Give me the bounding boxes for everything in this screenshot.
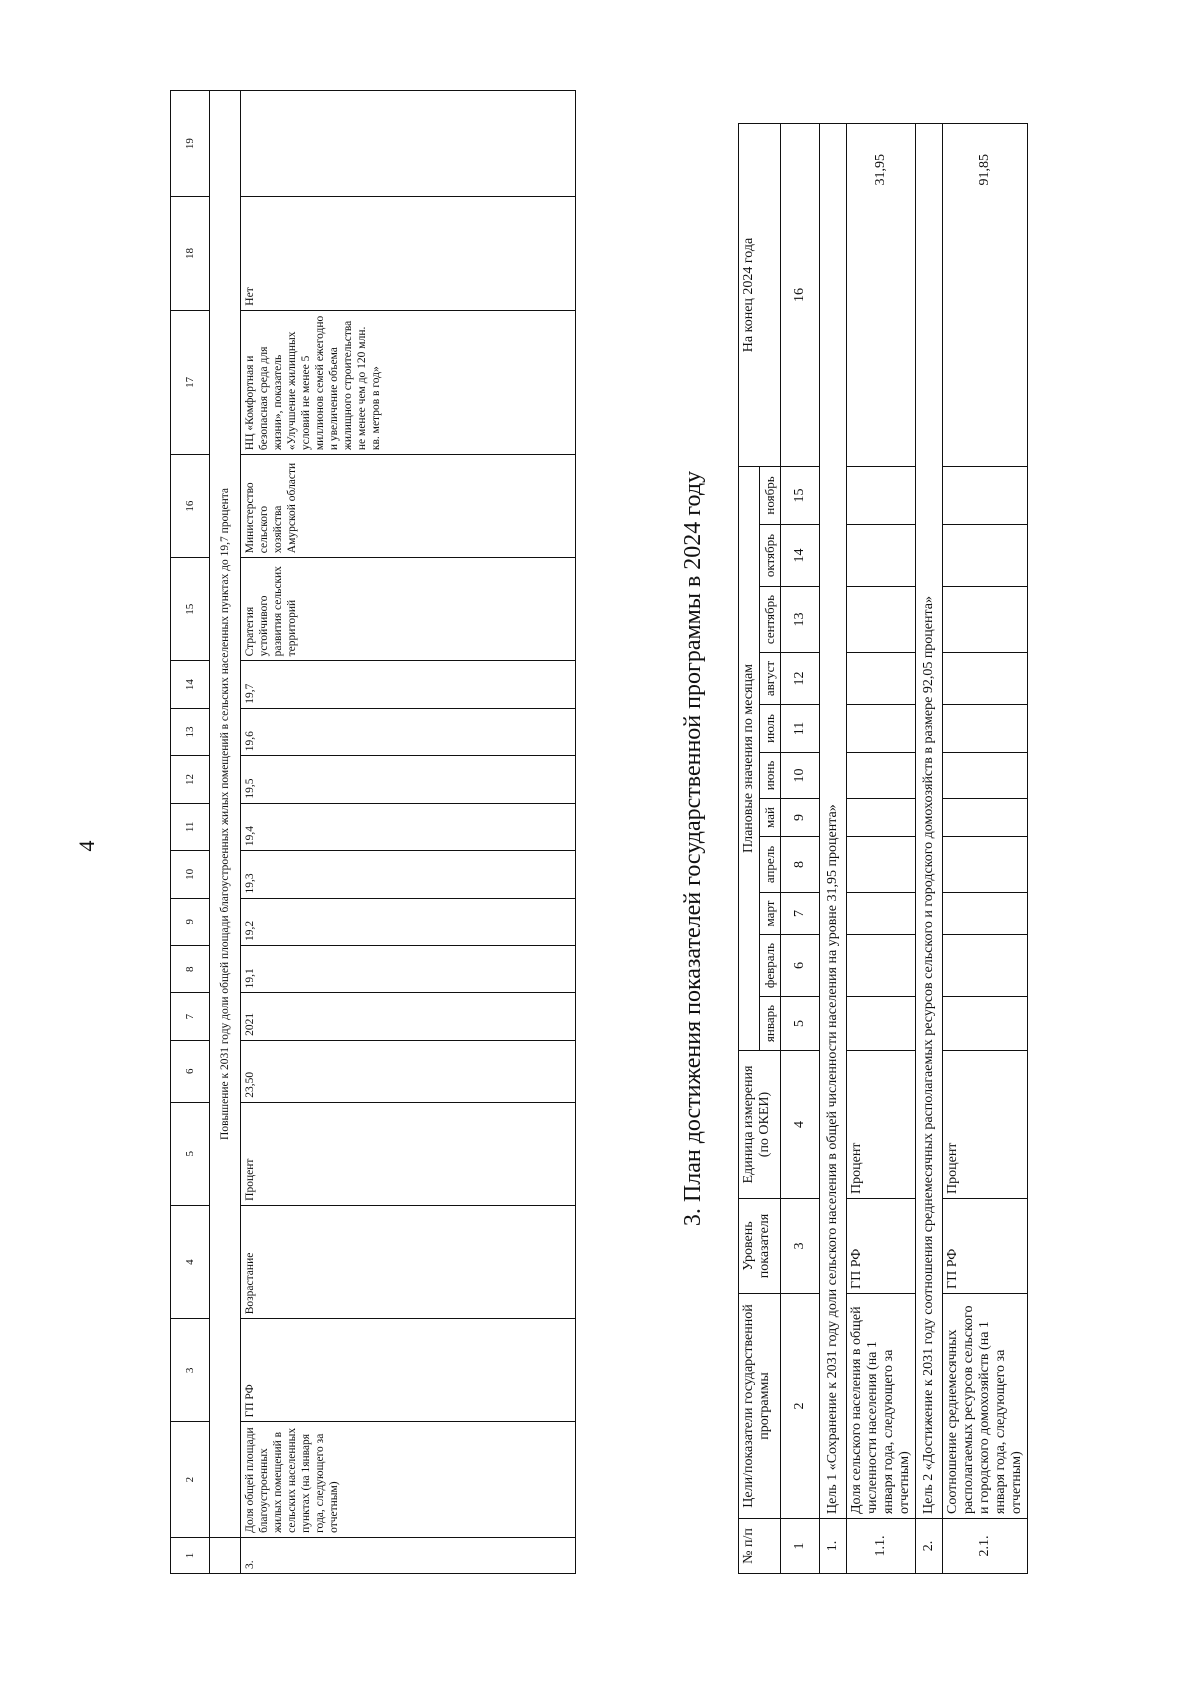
column-number: 8 <box>781 837 820 893</box>
column-number: 13 <box>171 708 210 755</box>
month-value <box>847 525 916 587</box>
month-value <box>847 587 916 653</box>
month-value <box>943 525 1028 587</box>
month-value <box>847 466 916 524</box>
column-number-row <box>171 91 210 1574</box>
column-number: 15 <box>171 558 210 661</box>
month-value <box>847 653 916 705</box>
month-value <box>943 705 1028 753</box>
month-value <box>847 705 916 753</box>
column-number: 6 <box>171 1040 210 1102</box>
indicator-name: Доля общей площади благоустроенных жилых помещений в сельских населенных пунктах (на 1января года, следующего за отчетным) <box>241 1422 576 1538</box>
table-row <box>241 91 576 1574</box>
column-number: 1 <box>781 1519 820 1574</box>
month-value <box>943 837 1028 893</box>
goal-number-cell <box>210 1537 241 1573</box>
month-value <box>943 753 1028 799</box>
column-number: 5 <box>171 1102 210 1205</box>
year-value: 19,5 <box>241 756 576 803</box>
header-num: № п/п <box>739 1519 781 1574</box>
year-value: 19,3 <box>241 851 576 898</box>
row-number: 3. <box>241 1537 576 1573</box>
header-name: Цели/показатели государственной программы <box>739 1294 781 1519</box>
indicator-unit: Процент <box>241 1102 576 1205</box>
column-number: 7 <box>171 993 210 1040</box>
column-number: 7 <box>781 893 820 935</box>
column-number: 2 <box>171 1422 210 1538</box>
goal-number: 2. <box>916 1519 943 1574</box>
extra-cell <box>241 91 576 197</box>
base-year: 2021 <box>241 993 576 1040</box>
table-row <box>943 123 1028 1573</box>
month-value <box>943 653 1028 705</box>
column-number: 10 <box>171 851 210 898</box>
national-goal-link: НЦ «Комфортная и безопасная среда для жизни», показатель «Улучшение жилищных условий не менее 5 миллионов семей ежегодно и увеличение объема жилищного строительства не менее чем до 120 млн. кв. метров в год» <box>241 310 576 454</box>
month-header: октябрь <box>760 525 781 587</box>
month-value <box>943 799 1028 837</box>
month-value <box>847 837 916 893</box>
column-number: 9 <box>781 799 820 837</box>
month-header: август <box>760 653 781 705</box>
column-number: 8 <box>171 945 210 992</box>
year-end-value: 31,95 <box>847 123 916 466</box>
indicator-unit: Процент <box>847 1051 916 1199</box>
column-number: 13 <box>781 587 820 653</box>
column-number: 14 <box>171 661 210 708</box>
month-value <box>847 997 916 1051</box>
page-number: 4 <box>74 840 99 852</box>
month-value <box>847 893 916 935</box>
goal-text: Повышение к 2031 году доли общей площади благоустроенных жилых помещений в сельских населенных пунктах до 19,7 процента <box>210 91 241 1538</box>
column-number-row <box>781 123 820 1573</box>
base-value: 23,50 <box>241 1040 576 1102</box>
column-number: 1 <box>171 1537 210 1573</box>
indicator-name: Соотношение среднемесячных располагаемых ресурсов сельского и городского домохозяйств (на 1 января года, следующего за отчетным) <box>943 1294 1028 1519</box>
table-row <box>847 123 916 1573</box>
column-number: 12 <box>781 653 820 705</box>
goal-row <box>210 91 241 1574</box>
month-value <box>943 587 1028 653</box>
column-number: 19 <box>171 91 210 197</box>
month-value <box>943 997 1028 1051</box>
column-number: 5 <box>781 997 820 1051</box>
indicator-level: ГП РФ <box>943 1199 1028 1294</box>
header-year-end: На конец 2024 года <box>739 123 781 466</box>
month-header: март <box>760 893 781 935</box>
indicator-unit: Процент <box>943 1051 1028 1199</box>
responsible-body: Министерство сельского хозяйства Амурской области <box>241 455 576 558</box>
month-value <box>943 466 1028 524</box>
column-number: 10 <box>781 753 820 799</box>
indicators-table-continuation <box>170 90 576 1574</box>
column-number: 12 <box>171 756 210 803</box>
month-header: ноябрь <box>760 466 781 524</box>
column-number: 3 <box>781 1199 820 1294</box>
goal-row <box>820 123 847 1573</box>
year-value: 19,6 <box>241 708 576 755</box>
header-monthly: Плановые значения по месяцам <box>739 466 760 1050</box>
column-number: 9 <box>171 898 210 945</box>
column-number: 6 <box>781 935 820 997</box>
information-system: Нет <box>241 197 576 310</box>
month-header: апрель <box>760 837 781 893</box>
month-header: июнь <box>760 753 781 799</box>
indicator-name: Доля сельского населения в общей численности населения (на 1 января года, следующего за отчетным) <box>847 1294 916 1519</box>
header-row <box>739 123 760 1573</box>
month-header: февраль <box>760 935 781 997</box>
indicator-level: ГП РФ <box>847 1199 916 1294</box>
year-value: 19,1 <box>241 945 576 992</box>
year-value: 19,7 <box>241 661 576 708</box>
month-value <box>847 753 916 799</box>
goal-row <box>916 123 943 1573</box>
month-header: январь <box>760 997 781 1051</box>
indicator-level: ГП РФ <box>241 1319 576 1422</box>
column-number: 18 <box>171 197 210 310</box>
month-value <box>943 893 1028 935</box>
month-header: май <box>760 799 781 837</box>
section-title: 3. План достижения показателей государственной программы в 2024 году <box>680 470 706 1227</box>
column-number: 16 <box>781 123 820 466</box>
column-number: 15 <box>781 466 820 524</box>
month-header: сентябрь <box>760 587 781 653</box>
month-value <box>847 799 916 837</box>
goal-number: 1. <box>820 1519 847 1574</box>
column-number: 14 <box>781 525 820 587</box>
month-value <box>943 935 1028 997</box>
indicator-trend: Возрастание <box>241 1205 576 1318</box>
goal-text: Цель 1 «Сохранение к 2031 году доли сельского населения в общей численности населения на уровне 31,95 процента» <box>820 123 847 1518</box>
column-number: 4 <box>171 1205 210 1318</box>
row-number: 1.1. <box>847 1519 916 1574</box>
plan-table <box>738 123 1028 1574</box>
year-value: 19,2 <box>241 898 576 945</box>
column-number: 3 <box>171 1319 210 1422</box>
goal-text: Цель 2 «Достижение к 2031 году соотношения среднемесячных располагаемых ресурсов сельского и городского домохозяйств в размере 92,05 процента» <box>916 123 943 1518</box>
column-number: 17 <box>171 310 210 454</box>
month-value <box>847 935 916 997</box>
column-number: 2 <box>781 1294 820 1519</box>
source-document: Стратегия устойчивого развития сельских территорий <box>241 558 576 661</box>
year-end-value: 91,85 <box>943 123 1028 466</box>
year-value: 19,4 <box>241 803 576 850</box>
row-number: 2.1. <box>943 1519 1028 1574</box>
column-number: 11 <box>171 803 210 850</box>
month-header: июль <box>760 705 781 753</box>
header-level: Уровень показателя <box>739 1199 781 1294</box>
column-number: 16 <box>171 455 210 558</box>
column-number: 11 <box>781 705 820 753</box>
column-number: 4 <box>781 1051 820 1199</box>
header-unit: Единица измерения (по ОКЕИ) <box>739 1051 781 1199</box>
